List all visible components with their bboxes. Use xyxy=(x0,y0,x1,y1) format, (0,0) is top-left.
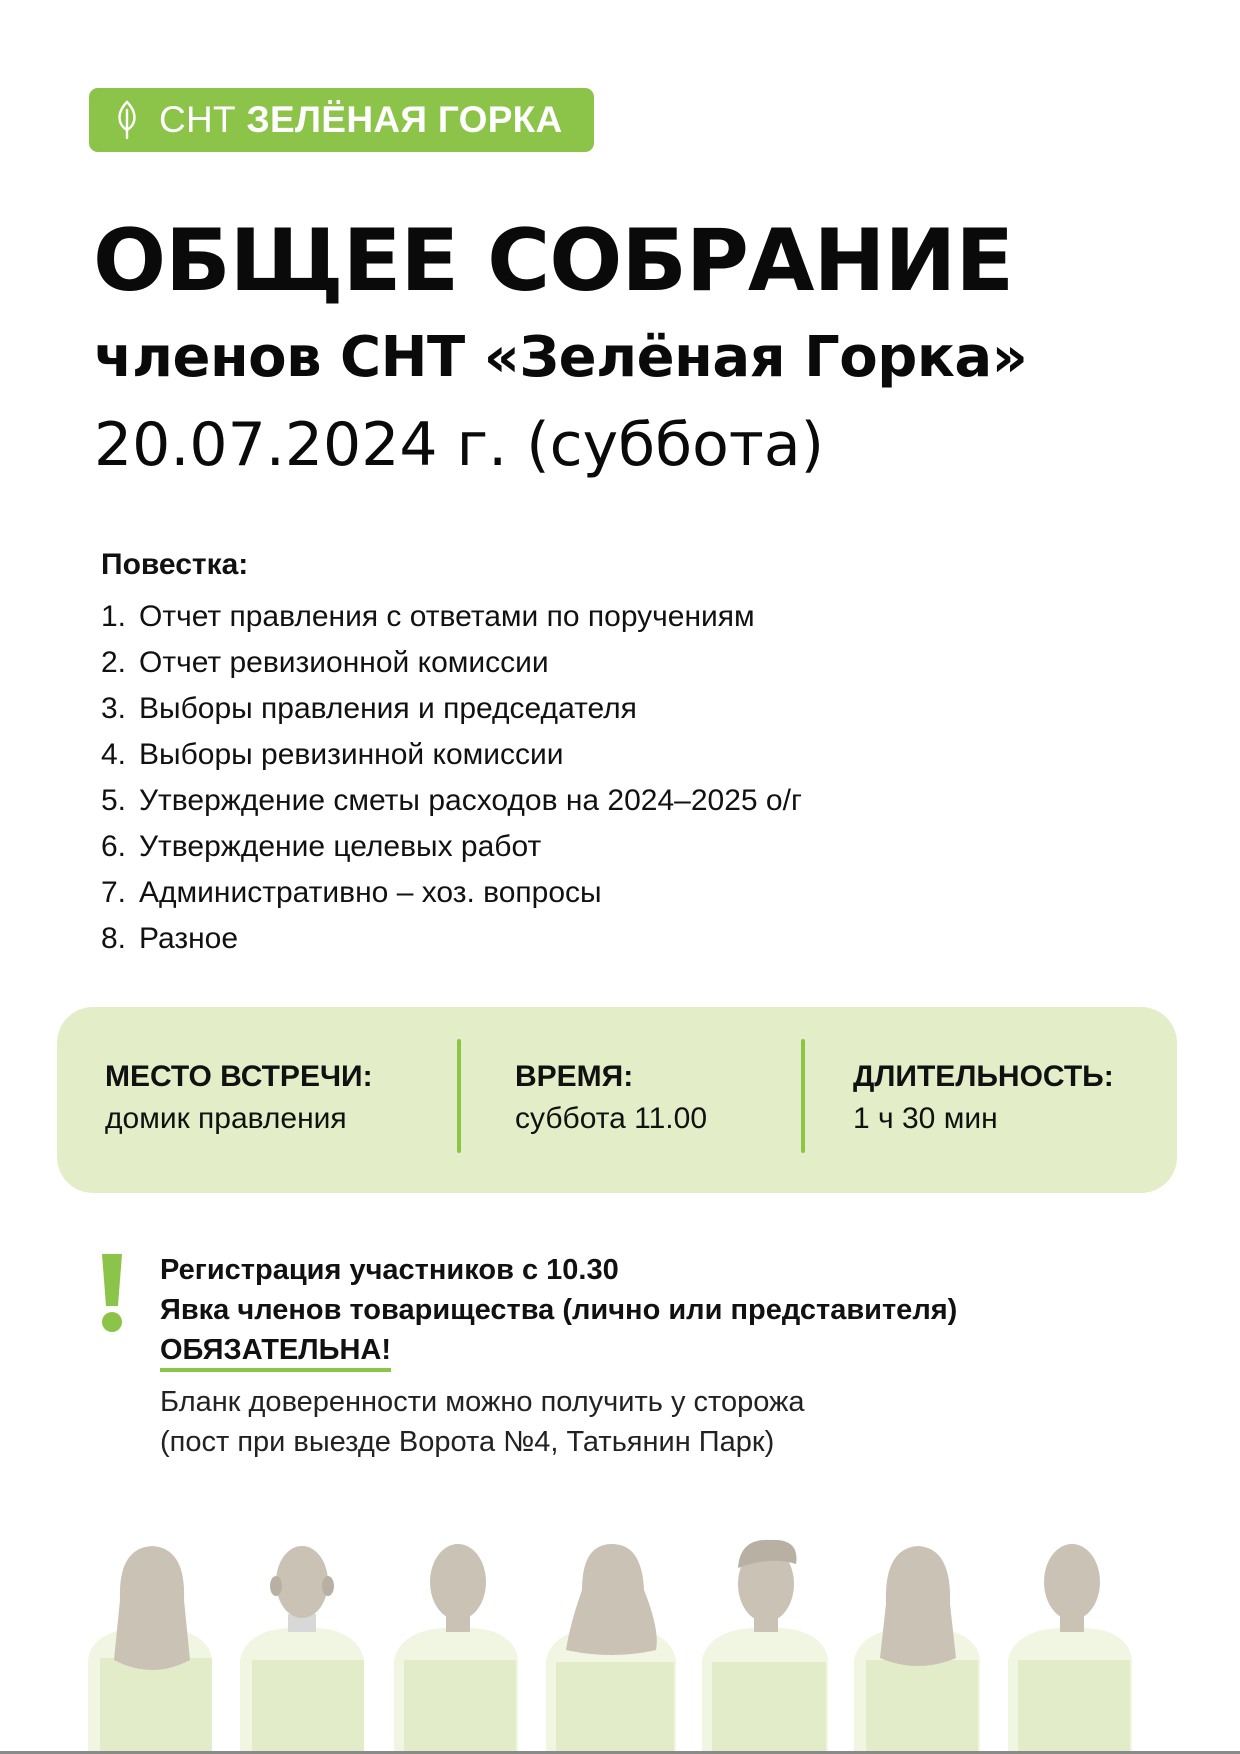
person-figure xyxy=(1008,1544,1132,1754)
time-label: ВРЕМЯ: xyxy=(515,1060,634,1093)
agenda-item-text: Разное xyxy=(139,922,239,955)
person-figure xyxy=(88,1546,212,1754)
duration-label: ДЛИТЕЛЬНОСТЬ: xyxy=(853,1060,1114,1093)
place-label: МЕСТО ВСТРЕЧИ: xyxy=(105,1060,373,1093)
agenda-item-number: 8. xyxy=(101,922,127,955)
agenda-list xyxy=(101,594,802,962)
exclamation-icon xyxy=(98,1254,126,1334)
proxy-line: Бланк доверенности можно получить у сторожа xyxy=(160,1386,805,1418)
agenda-item-number: 4. xyxy=(101,738,127,771)
time-value: суббота 11.00 xyxy=(515,1102,707,1135)
meeting-info-panel xyxy=(57,1007,1177,1193)
agenda-item-number: 2. xyxy=(101,646,127,679)
brand-title: ЗЕЛЁНАЯ ГОРКА xyxy=(246,99,563,140)
people-illustration xyxy=(0,1530,1240,1754)
divider xyxy=(457,1039,461,1153)
divider xyxy=(801,1039,805,1153)
place-info xyxy=(105,1062,373,1134)
agenda-item-text: Отчет ревизионной комиссии xyxy=(139,646,549,679)
list-item xyxy=(101,916,802,962)
duration-value: 1 ч 30 мин xyxy=(853,1102,998,1135)
person-figure xyxy=(394,1544,518,1754)
brand-name xyxy=(159,99,563,141)
person-figure xyxy=(240,1546,364,1754)
place-value: домик правления xyxy=(105,1102,347,1135)
attendance-note: Явка членов товарищества (лично или представителя) xyxy=(160,1294,958,1326)
agenda-item-number: 1. xyxy=(101,600,127,633)
list-item xyxy=(101,686,802,732)
time-info xyxy=(515,1062,707,1134)
brand-prefix: СНТ xyxy=(159,99,236,140)
person-figure xyxy=(702,1540,828,1754)
list-item xyxy=(101,778,802,824)
mandatory-label: ОБЯЗАТЕЛЬНА! xyxy=(160,1332,391,1372)
brand-badge xyxy=(89,88,594,152)
list-item xyxy=(101,640,802,686)
list-item xyxy=(101,594,802,640)
agenda-item-text: Выборы ревизинной комиссии xyxy=(139,738,564,771)
registration-time: Регистрация участников с 10.30 xyxy=(160,1254,619,1286)
agenda-item-text: Утверждение сметы расходов на 2024–2025 о/г xyxy=(139,784,802,817)
agenda-item-text: Выборы правления и председателя xyxy=(139,692,637,725)
leaf-icon xyxy=(113,100,141,140)
page-subtitle: членов СНТ «Зелёная Горка» xyxy=(94,325,1028,390)
agenda-item-text: Утверждение целевых работ xyxy=(139,830,542,863)
page-title: ОБЩЕЕ СОБРАНИЕ xyxy=(93,211,1014,311)
agenda-item-text: Административно – хоз. вопросы xyxy=(139,876,602,909)
proxy-info xyxy=(160,1382,805,1462)
person-figure xyxy=(854,1546,980,1754)
person-figure xyxy=(546,1544,676,1754)
duration-info xyxy=(853,1062,1114,1134)
agenda-item-number: 3. xyxy=(101,692,127,725)
agenda-item-number: 7. xyxy=(101,876,127,909)
list-item xyxy=(101,732,802,778)
agenda-item-number: 6. xyxy=(101,830,127,863)
meeting-date: 20.07.2024 г. (суббота) xyxy=(94,410,825,480)
agenda-heading: Повестка: xyxy=(101,548,249,581)
agenda-item-number: 5. xyxy=(101,784,127,817)
registration-notice xyxy=(160,1250,957,1372)
proxy-location: (пост при выезде Ворота №4, Татьянин Парк) xyxy=(160,1426,775,1458)
agenda-item-text: Отчет правления с ответами по поручениям xyxy=(139,600,755,633)
list-item xyxy=(101,870,802,916)
list-item xyxy=(101,824,802,870)
